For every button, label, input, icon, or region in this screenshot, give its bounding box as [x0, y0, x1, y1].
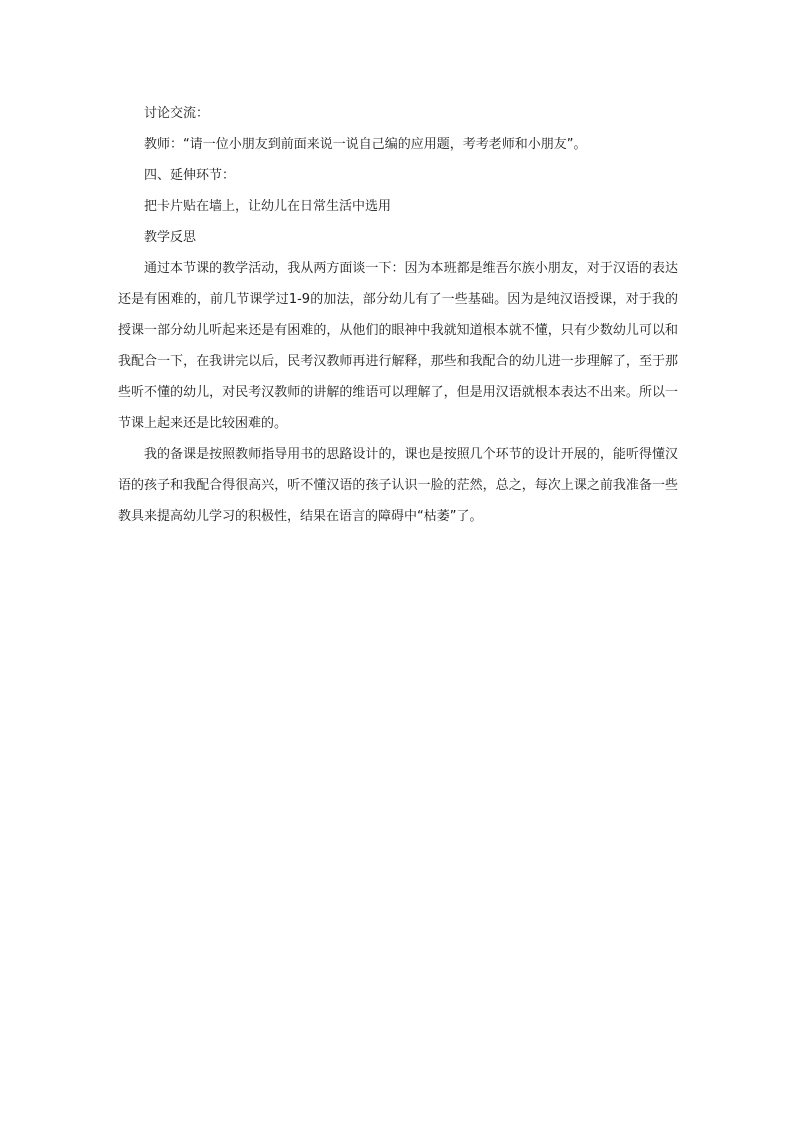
- reflection-paragraph-2: 我的备课是按照教师指导用书的思路设计的，课也是按照几个环节的设计开展的，能听得懂汉语的孩子和我配合得很高兴，听不懂汉语的孩子认识一脸的茫然，总之，每次上课之前我准备一些教具来提高幼儿学习的积极性，结果在语言的障碍中“枯萎”了。: [118, 447, 678, 524]
- document-body: [118, 98, 678, 532]
- teacher-prompt-line: 教师：“请一位小朋友到前面来说一说自己编的应用题，考考老师和小朋友”。: [144, 137, 587, 152]
- heading-teaching-reflection: 教学反思: [144, 230, 197, 245]
- heading-discussion: 讨论交流：: [144, 106, 210, 121]
- section-extension-heading: 四、延伸环节：: [144, 168, 236, 183]
- extension-activity-line: 把卡片贴在墙上，让幼儿在日常生活中选用: [144, 199, 392, 214]
- reflection-paragraph-1: 通过本节课的教学活动，我从两方面谈一下：因为本班都是维吾尔族小朋友，对于汉语的表达还是有困难的，前几节课学过1-9的加法，部分幼儿有了一些基础。因为是纯汉语授课，对于我的授课一部分幼儿听起来还是有困难的，从他们的眼神中我就知道根本就不懂，只有少数幼儿可以和我配合一下，在我讲完以后，民考汉教师再进行解释，那些和我配合的幼儿进一步理解了，至于那些听不懂的幼儿，对民考汉教师的讲解的维语可以理解了，但是用汉语就根本表达不出来。所以一节课上起来还是比较困难的。: [118, 261, 678, 431]
